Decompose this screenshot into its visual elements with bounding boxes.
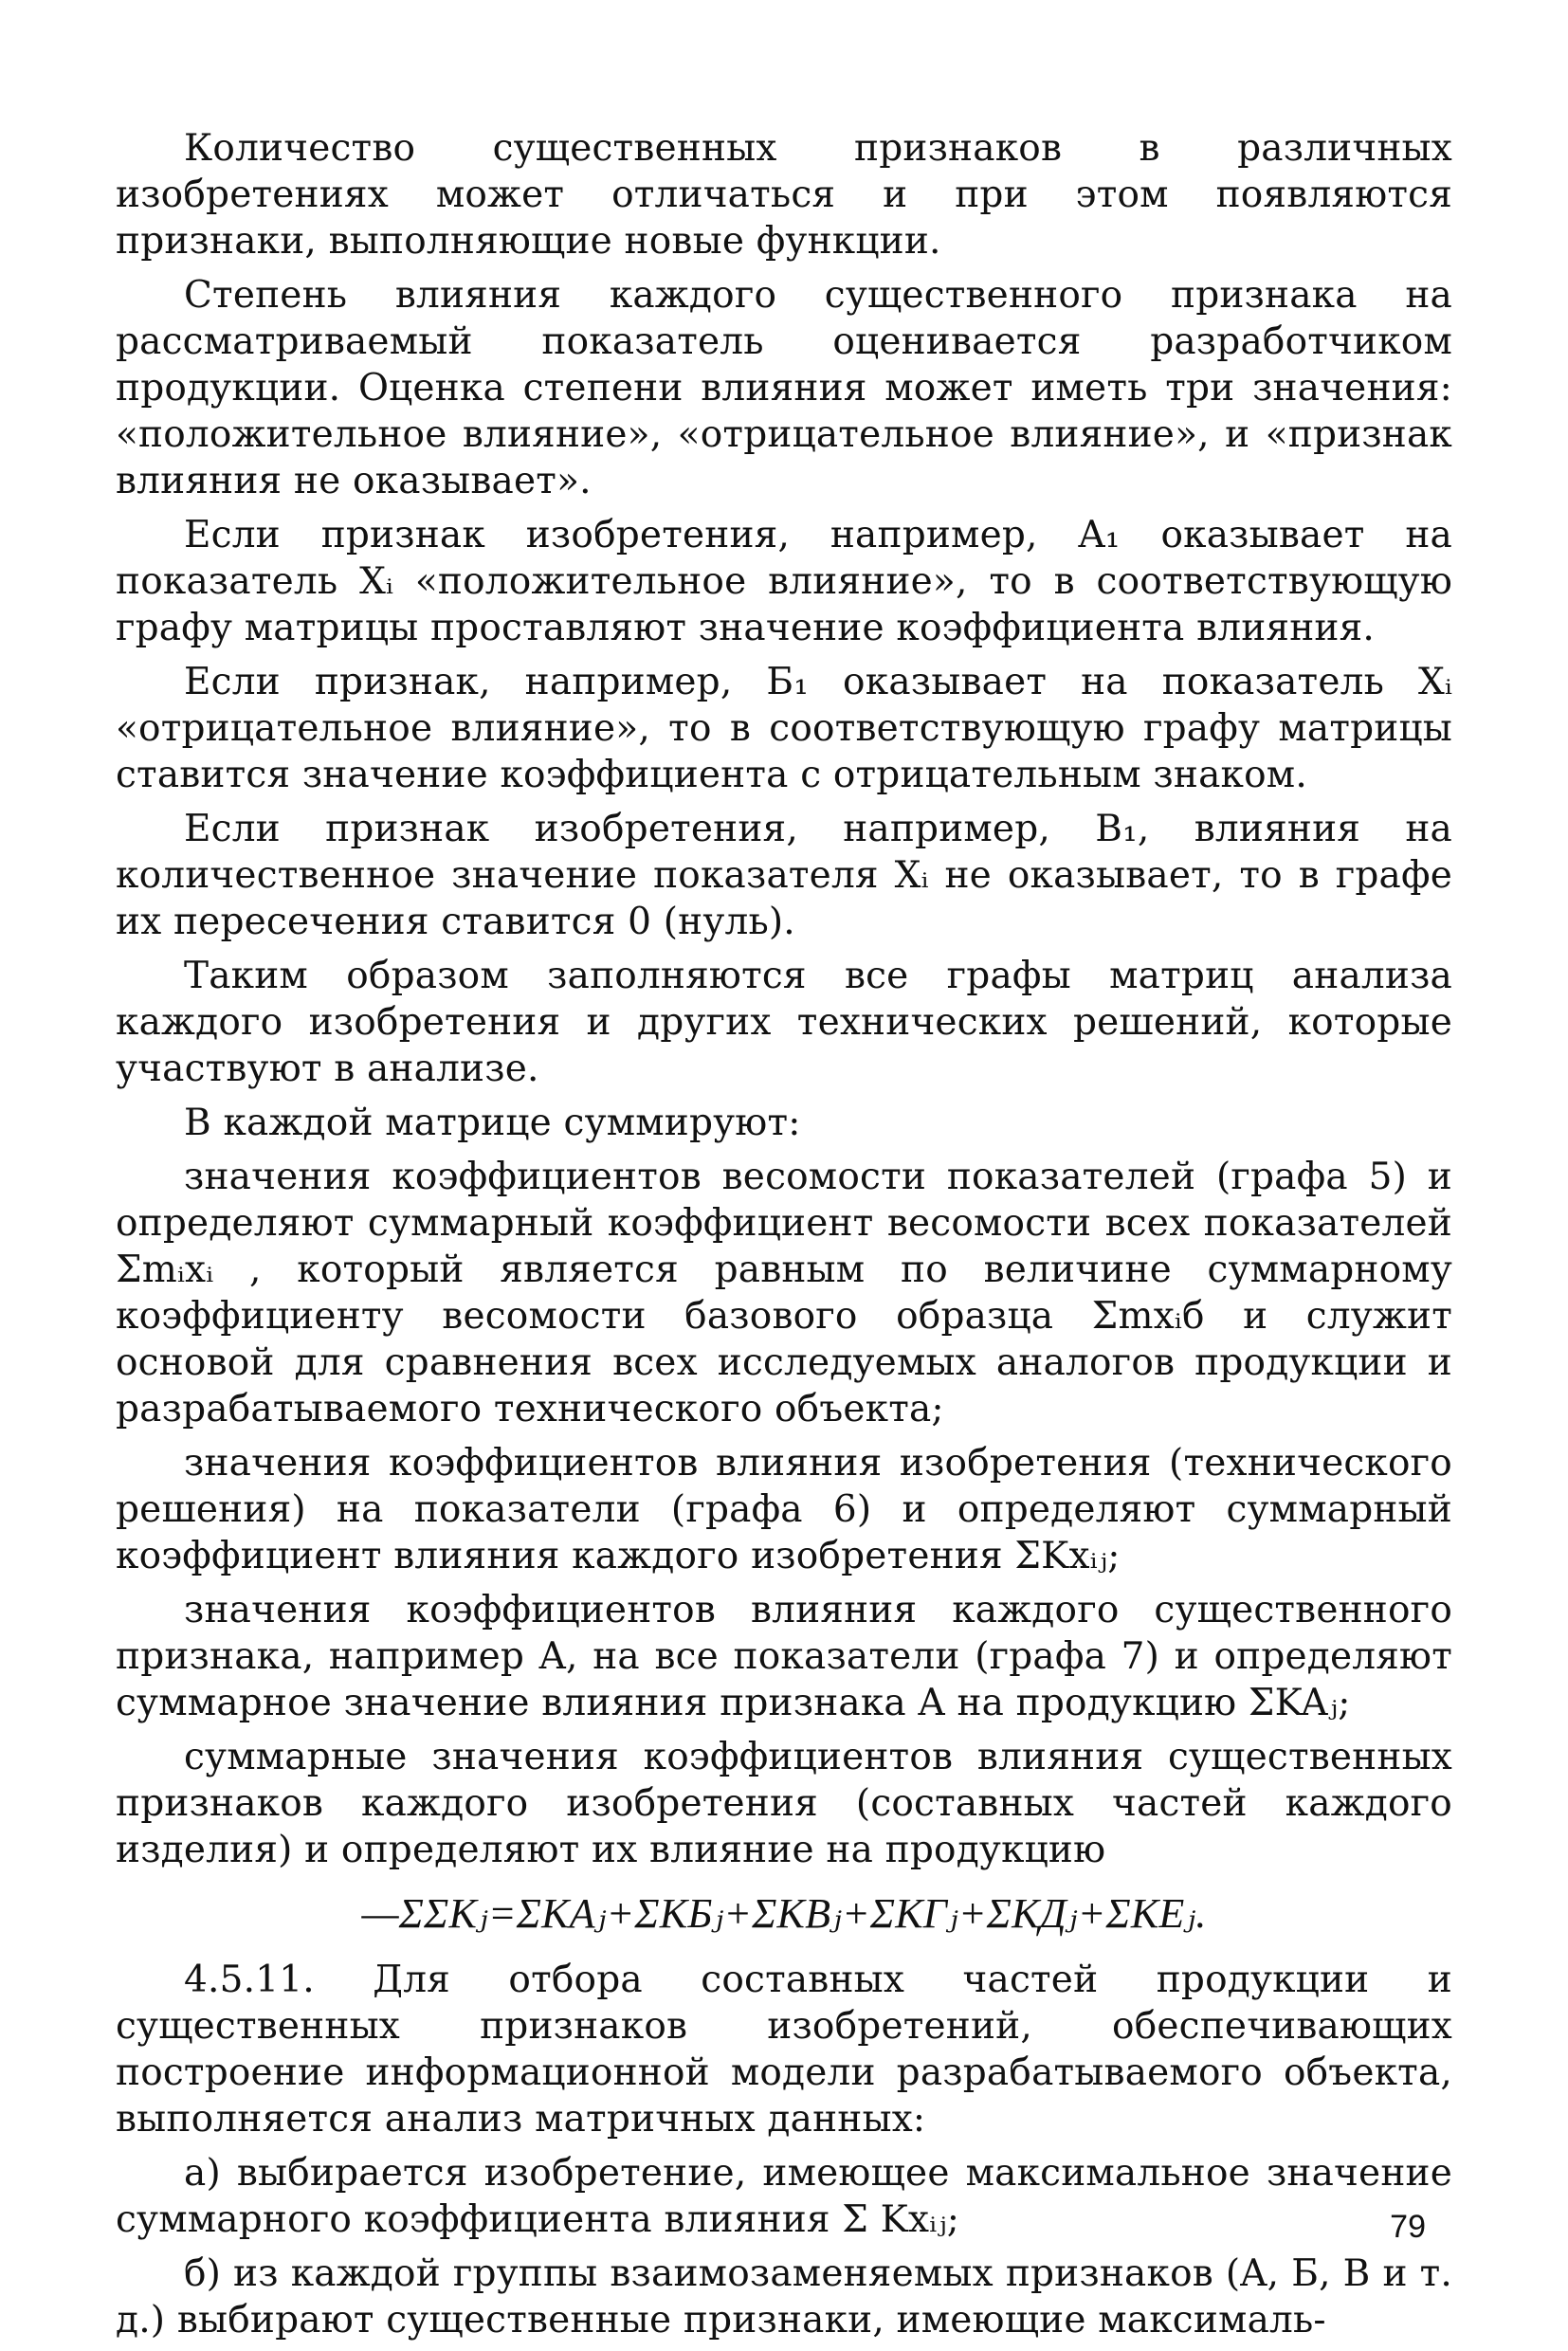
formula: —ΣΣKⱼ=ΣKАⱼ+ΣKБⱼ+ΣKВⱼ+ΣKГⱼ+ΣKДⱼ+ΣKЕⱼ. [361,1890,1207,1937]
paragraph: Если признак изобретения, например, A₁ оказывает на показатель Xᵢ «положительное влияние», то в соответствующую графу матрицы проставляют значение коэффициента влияния. [116,514,1452,649]
paragraph: суммарные значения коэффициентов влияния существенных признаков каждого изобретения (составных частей каждого изделия) и определяют их влияние на продукцию [116,1736,1452,1871]
paragraph: Если признак, например, Б₁ оказывает на показатель Xᵢ «отрицательное влияние», то в соответствующую графу матрицы ставится значение коэффициента с отрицательным знаком. [116,661,1452,796]
paragraph: Таким образом заполняются все графы матриц анализа каждого изобретения и других технических решений, которые участвуют в анализе. [116,955,1452,1090]
paragraph: В каждой матрице суммируют: [184,1102,801,1144]
paragraph: значения коэффициентов влияния изобретения (технического решения) на показатели (графа 6) и определяют суммарный коэффициент влияния каждого изобретения ΣKxᵢⱼ; [116,1442,1452,1577]
page-number: 79 [1390,2209,1426,2245]
paragraph: б) из каждой группы взаимозаменяемых признаков (A, Б, В и т. д.) выбирают существенные признаки, имеющие максималь- [116,2252,1452,2342]
paragraph: значения коэффициентов влияния каждого существенного признака, например A, на все показатели (графа 7) и определяют суммарное значение влияния признака A на продукцию ΣKAⱼ; [116,1589,1452,1724]
paragraph: Если признак изобретения, например, В₁, влияния на количественное значение показателя Xᵢ не оказывает, то в графе их пересечения ставится 0 (нуль). [116,808,1452,943]
paragraph: значения коэффициентов весомости показателей (графа 5) и определяют суммарный коэффициент весомости всех показателей Σmᵢxᵢ , который является равным по величине суммарному коэффициенту весомости базового образца Σmxᵢб и служит основой для сравнения всех исследуемых аналогов продукции и разрабатываемого технического объекта; [116,1156,1452,1431]
text-column [116,125,1452,2351]
paragraph: а) выбирается изобретение, имеющее максимальное значение суммарного коэффициента влияния Σ Kxᵢⱼ; [116,2152,1452,2241]
paragraph: Степень влияния каждого существенного признака на рассматриваемый показатель оценивается разработчиком продукции. Оценка степени влияния может иметь три значения: «положительное влияние», «отрицательное влияние», и «признак влияния не оказывает». [116,274,1452,502]
paragraph: Количество существенных признаков в различных изобретениях может отличаться и при этом появляются признаки, выполняющие новые функции. [116,127,1452,263]
paragraph: 4.5.11. Для отбора составных частей продукции и существенных признаков изобретений, обеспечивающих построение информационной модели разрабатываемого объекта, выполняется анализ матричных данных: [116,1959,1452,2141]
